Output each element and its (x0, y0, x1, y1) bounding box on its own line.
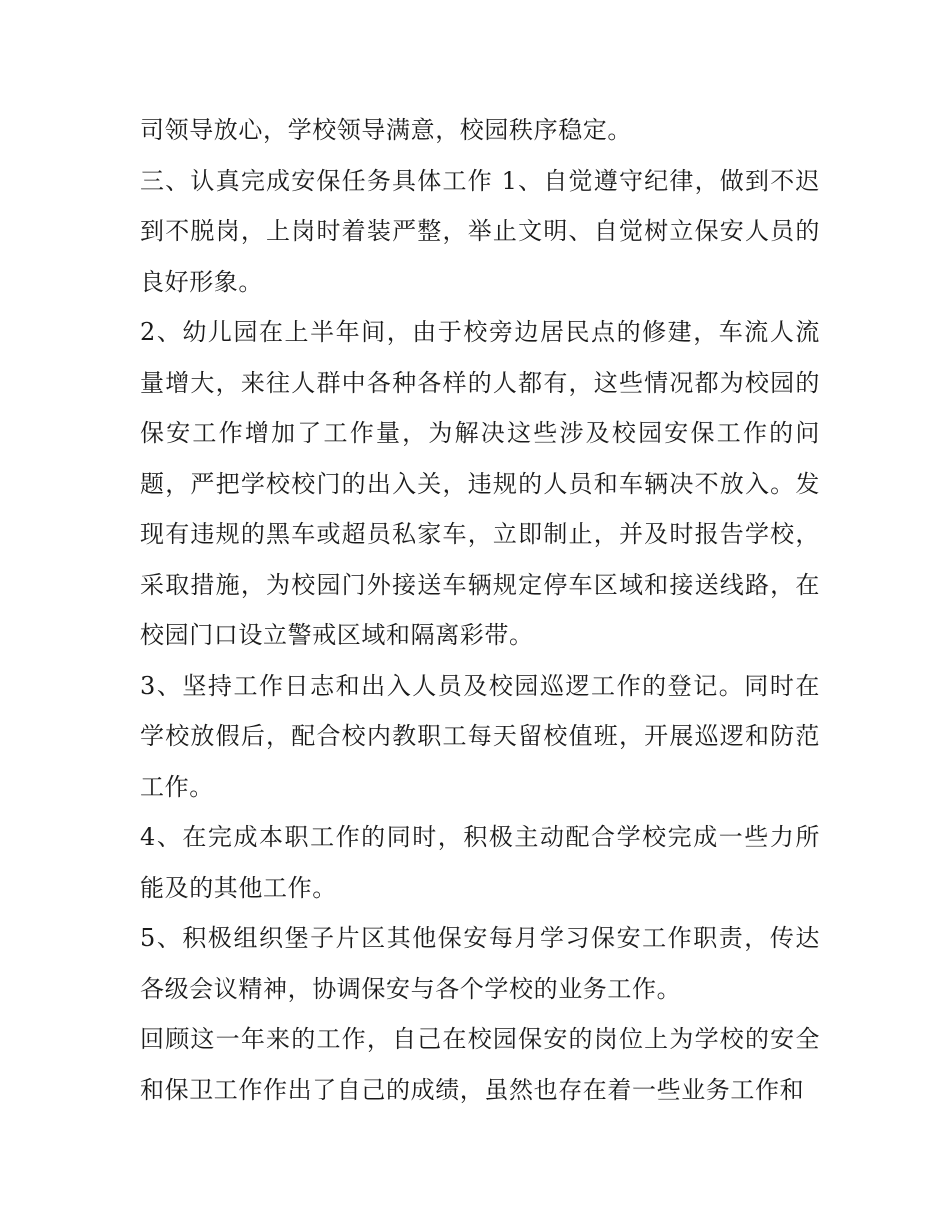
paragraph-item-4: 4、在完成本职工作的同时，积极主动配合学校完成一些力所能及的其他工作。 (140, 823, 820, 902)
paragraph-continuation: 司领导放心，学校领导满意，校园秩序稳定。 (140, 116, 632, 144)
paragraph-section-three: 三、认真完成安保任务具体工作 1、自觉遵守纪律，做到不迟到不脱岗，上岗时着装严整，举止文明、自觉树立保安人员的良好形象。 (140, 166, 820, 296)
paragraph-item-3: 3、坚持工作日志和出入人员及校园巡逻工作的登记。同时在学校放假后，配合校内教职工每天留校值班，开展巡逻和防范工作。 (140, 671, 820, 801)
document-body (140, 105, 820, 1115)
paragraph-item-5: 5、积极组织堡子片区其他保安每月学习保安工作职责，传达各级会议精神，协调保安与各个学校的业务工作。 (140, 924, 820, 1003)
paragraph-item-2: 2、幼儿园在上半年间，由于校旁边居民点的修建，车流人流量增大，来往人群中各种各样的人都有，这些情况都为校园的保安工作增加了工作量，为解决这些涉及校园安保工作的问题，严把学校校门的出入关，违规的人员和车辆决不放入。发现有违规的黑车或超员私家车，立即制止，并及时报告学校，采取措施，为校园门外接送车辆规定停车区域和接送线路，在校园门口设立警戒区域和隔离彩带。 (140, 318, 820, 649)
paragraph-review: 回顾这一年来的工作，自己在校园保安的岗位上为学校的安全和保卫工作作出了自己的成绩，虽然也存在着一些业务工作和 (140, 1025, 820, 1104)
